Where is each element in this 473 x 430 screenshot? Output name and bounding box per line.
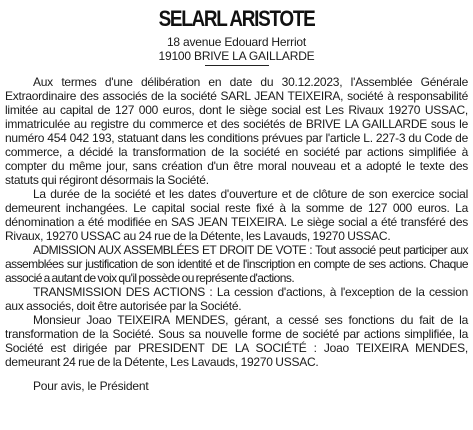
notice-title: SELARL ARISTOTE (158, 6, 315, 31)
address-city: 19100 BRIVE LA GAILLARDE (158, 49, 315, 63)
paragraph-admission-vote: ADMISSION AUX ASSEMBLÉES ET DROIT DE VOTE : Tout associé peut participer aux assemblées sur justification de son identité et de l'inscription en compte de ses actions. Chaque associé a autant de voix qu'il possède ou représente d'actions. (5, 243, 468, 285)
paragraph-duration-capital: La durée de la société et les dates d'ouverture et de clôture de son exercice social demeurent inchangées. Le capital social reste fixé à la somme de 127 000 euros. La dénomination a été modifiée en SAS JEAN TEIXEIRA. Le siège social a été transféré des Rivaux, 19270 USSAC au 24 rue de la Détente, les Lavauds, 19270 USSAC. (5, 187, 468, 243)
address-street: 18 avenue Edouard Herriot (166, 35, 307, 49)
paragraph-management: Monsieur Joao TEIXEIRA MENDES, gérant, a cessé ses fonctions du fait de la transformation de la Société. Sous sa nouvelle forme de société par actions simplifiée, la Société est dirigée par PRESIDENT DE LA SOCIÉTÉ : Joao TEIXEIRA MENDES, demeurant 24 rue de la Détente, Les Lavauds, 19270 USSAC. (5, 313, 468, 369)
company-address (5, 35, 468, 63)
paragraph-deliberation: Aux termes d'une délibération en date du 30.12.2023, l'Assemblée Générale Extraordinaire des associés de la société SARL JEAN TEIXEIRA, société à responsabilité limitée au capital de 127 000 euros, dont le siège social est Les Rivaux 19270 USSAC, immatriculée au registre du commerce et des sociétés de BRIVE LA GAILLARDE sous le numéro 454 042 193, statuant dans les conditions prévues par l'article L. 227-3 du Code de commerce, a décidé la transformation de la société en société par actions simplifiée à compter du même jour, sans création d'un être moral nouveau et a adopté le texte des statuts qui régiront désormais la Société. (5, 75, 468, 187)
notice-body (5, 75, 468, 369)
paragraph-share-transfer: TRANSMISSION DES ACTIONS : La cession d'actions, à l'exception de la cession aux associés, doit être autorisée par la Société. (5, 285, 468, 313)
signature-line: Pour avis, le Président (33, 379, 149, 393)
title-divider (205, 65, 269, 66)
